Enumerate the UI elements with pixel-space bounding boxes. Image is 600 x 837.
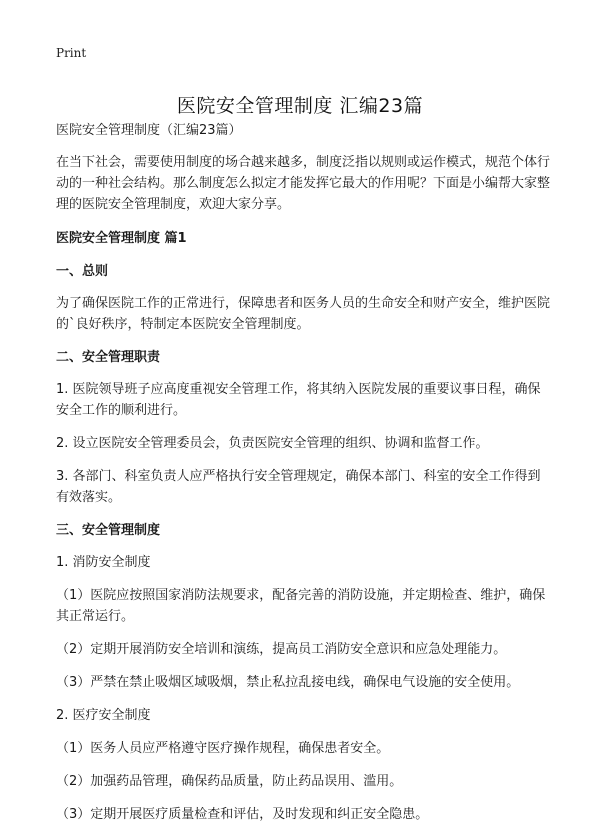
piece-heading: 医院安全管理制度 篇1: [56, 231, 187, 246]
document-title: 医院安全管理制度 汇编23篇: [176, 94, 424, 117]
section-heading-rules: 三、安全管理制度: [56, 523, 161, 538]
list-item: （3）严禁在禁止吸烟区域吸烟，禁止私拉乱接电线，确保电气设施的安全使用。: [56, 675, 520, 690]
list-item: （3）定期开展医疗质量检查和评估，及时发现和纠正安全隐患。: [56, 807, 429, 822]
section-heading-general: 一、总则: [56, 264, 109, 279]
list-item: （2）加强药品管理，确保药品质量，防止药品误用、滥用。: [56, 774, 403, 789]
intro-paragraph: 在当下社会，需要使用制度的场合越来越多，制度泛指以规则或运作模式，规范个体行动的一种社会结构。那么制度怎么拟定才能发挥它最大的作用呢？下面是小编帮大家整理的医院安全管理制度，欢迎大家分享。: [56, 155, 551, 212]
print-link[interactable]: Print: [56, 46, 87, 60]
list-item: 3. 各部门、科室负责人应严格执行安全管理规定，确保本部门、科室的安全工作得到有效落实。: [56, 469, 541, 505]
list-item: （2）定期开展消防安全培训和演练，提高员工消防安全意识和应急处理能力。: [56, 642, 507, 657]
section-heading-responsibilities: 二、安全管理职责: [56, 350, 161, 365]
paragraph: 为了确保医院工作的正常进行，保障患者和医务人员的生命安全和财产安全，维护医院的`良好秩序，特制定本医院安全管理制度。: [56, 296, 551, 332]
list-item: （1）医务人员应严格遵守医疗操作规程，确保患者安全。: [56, 741, 390, 756]
document-subtitle: 医院安全管理制度（汇编23篇）: [56, 123, 242, 138]
list-item: （1）医院应按照国家消防法规要求，配备完善的消防设施，并定期检查、维护，确保其正常运行。: [56, 588, 546, 624]
list-item: 1. 医院领导班子应高度重视安全管理工作，将其纳入医院发展的重要议事日程，确保安全工作的顺利进行。: [56, 382, 541, 418]
document-body: [56, 120, 550, 837]
list-item: 2. 设立医院安全管理委员会，负责医院安全管理的组织、协调和监督工作。: [56, 436, 489, 451]
subsection-title-fire-safety: 1. 消防安全制度: [56, 555, 151, 570]
subsection-title-medical-safety: 2. 医疗安全制度: [56, 708, 151, 723]
